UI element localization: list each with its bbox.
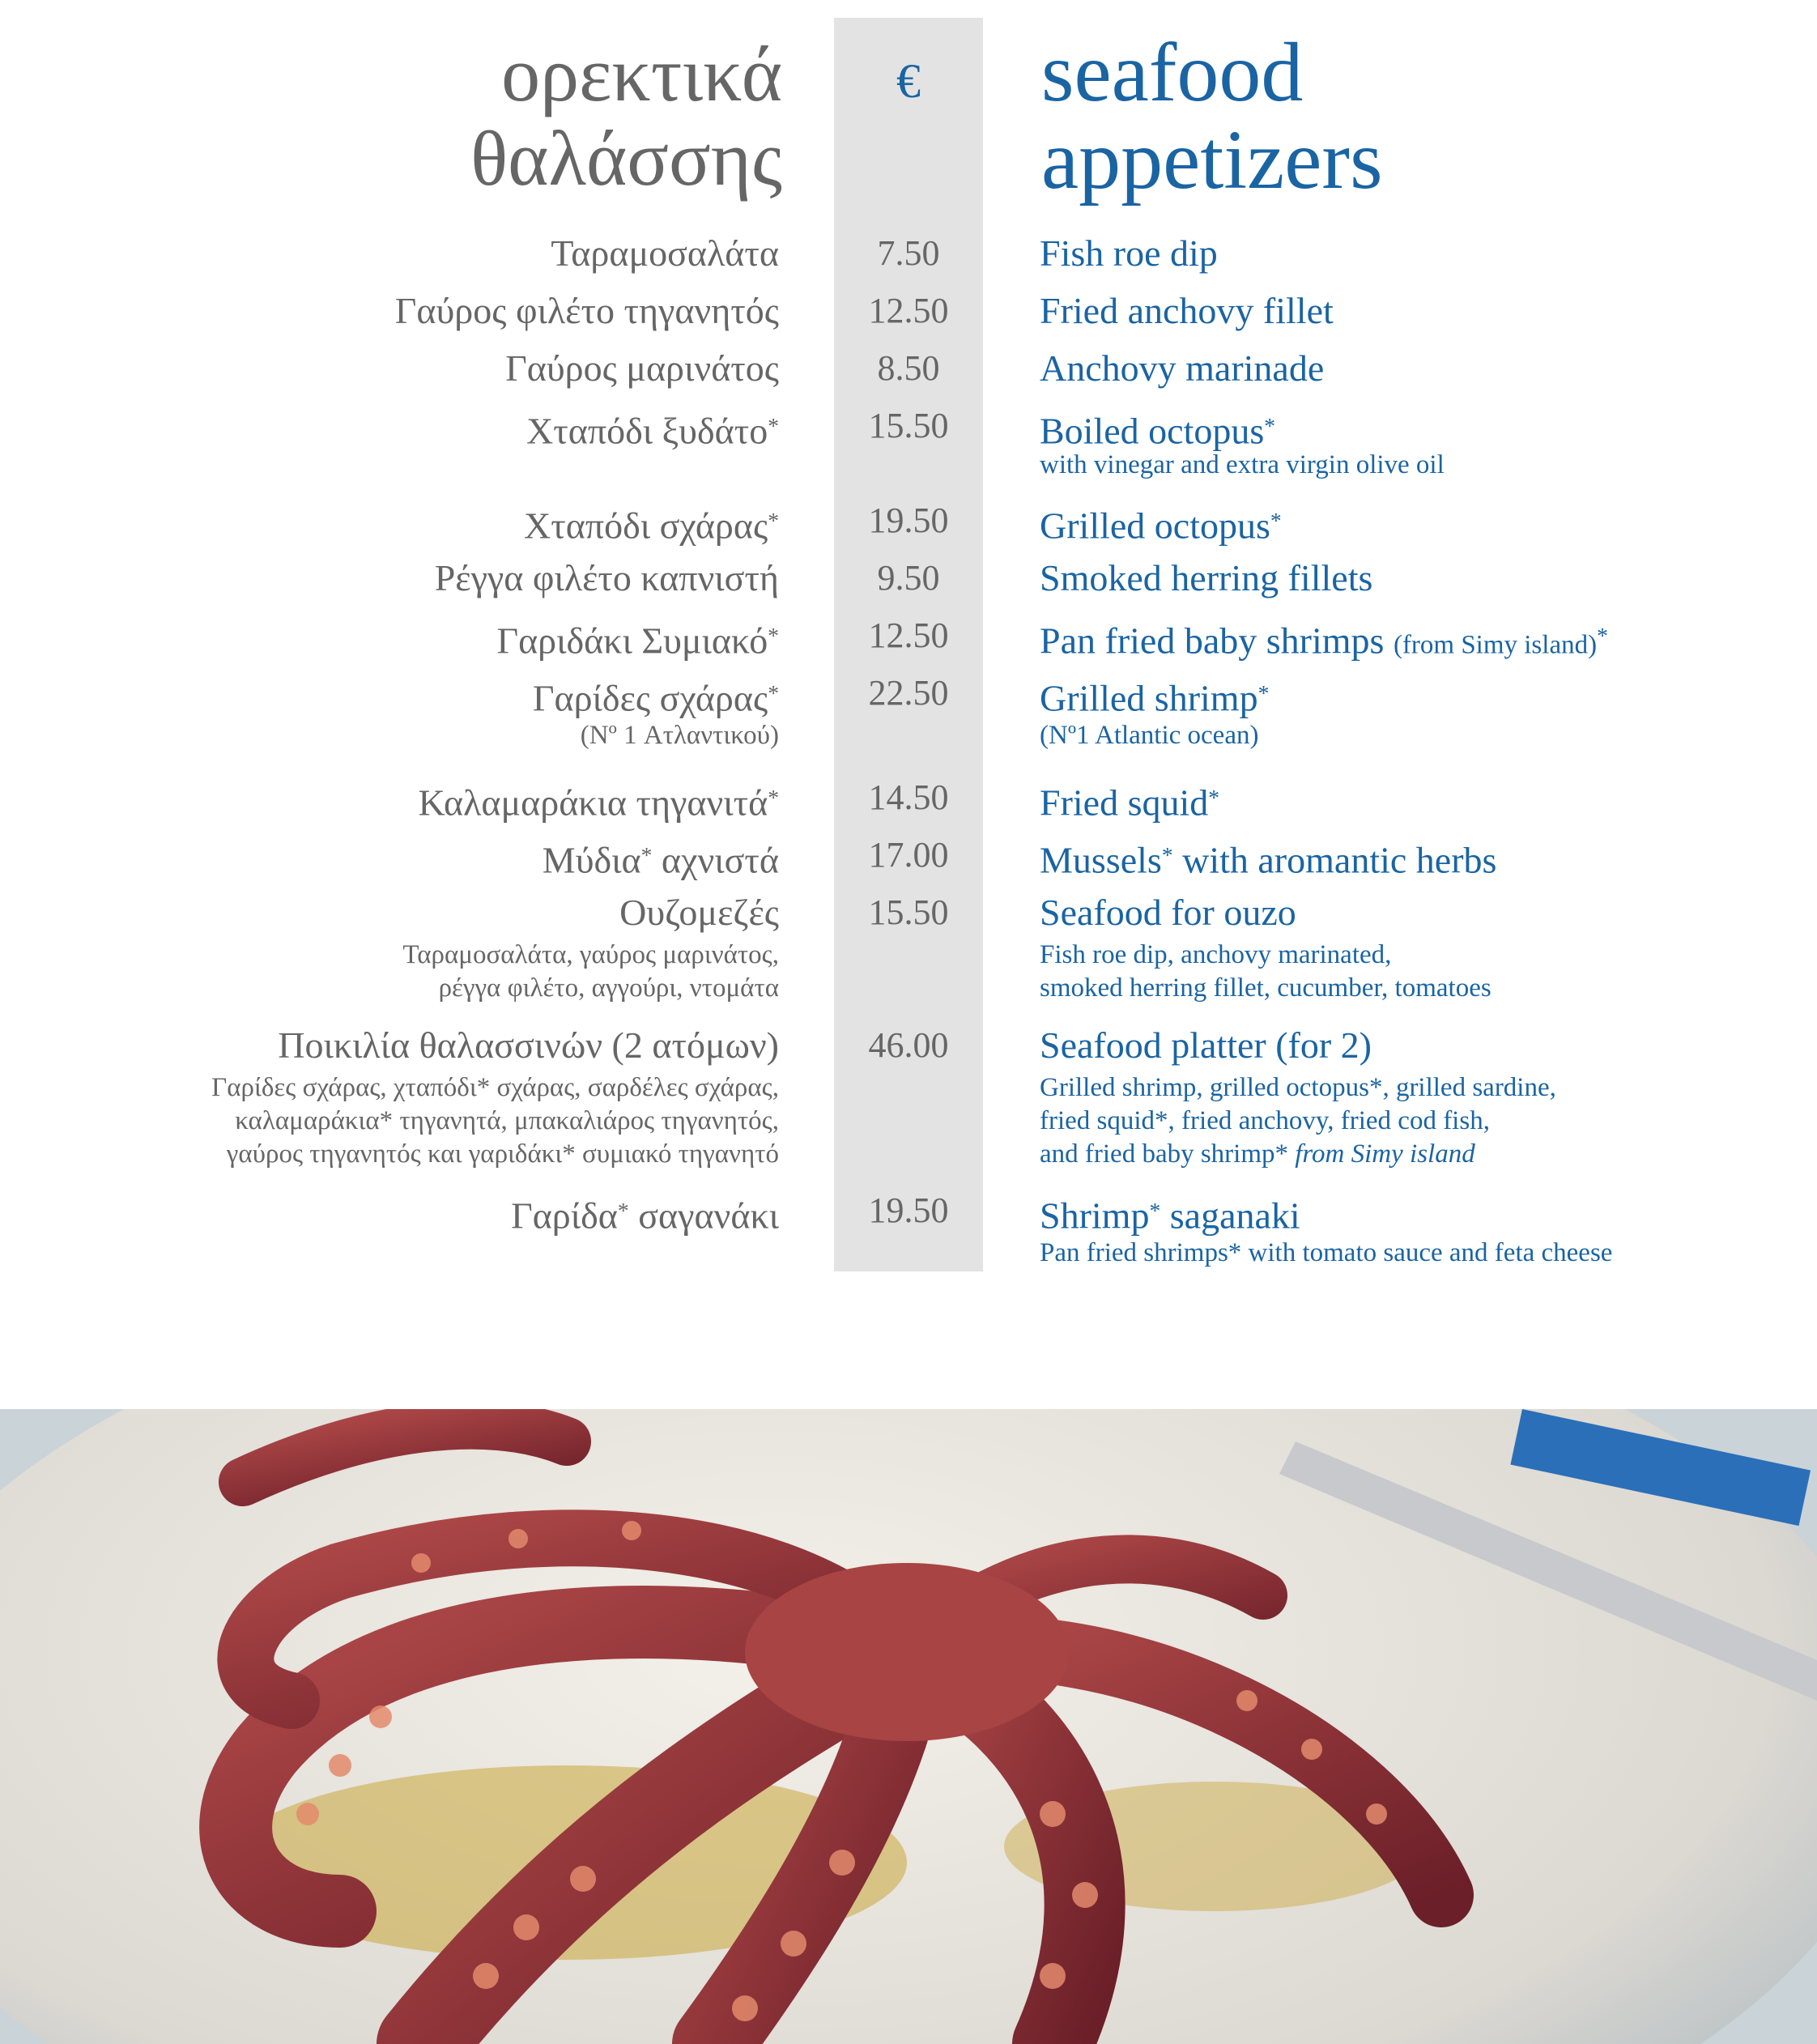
english-item-name: Anchovy marinade — [1040, 347, 1325, 389]
english-heading-line2: appetizers — [1041, 113, 1383, 207]
english-item-text: Grilled shrimp — [1040, 677, 1258, 719]
english-item-text: Pan fried baby shrimps — [1040, 620, 1385, 662]
greek-item-description: (Nº 1 Ατλαντικού) — [580, 721, 779, 750]
english-item-description — [1040, 1071, 1809, 1171]
english-item-text: Mussels — [1040, 839, 1162, 881]
greek-item-name: Ταραμοσαλάτα — [551, 232, 779, 274]
greek-item-text: Γαριδάκι Συμιακό — [496, 620, 768, 662]
asterisk-mark: * — [768, 413, 779, 438]
english-item-name: Fish roe dip — [1040, 232, 1218, 274]
greek-item-name — [0, 669, 779, 722]
currency-heading: € — [896, 54, 921, 108]
greek-item-text: Χταπόδι σχάρας — [524, 505, 768, 547]
english-item-name — [1040, 773, 1809, 827]
english-item-text: Boiled octopus — [1040, 410, 1265, 452]
english-item-name — [1040, 611, 1809, 669]
asterisk-mark: * — [617, 1198, 629, 1223]
item-price: 19.50 — [868, 1190, 949, 1230]
greek-item-description: Ταραμοσαλάτα, γαύρος μαρινάτος, ρέγγα φιλέτο, αγγούρι, ντομάτα — [402, 940, 779, 1003]
asterisk-mark: * — [768, 785, 779, 810]
item-price: 14.50 — [868, 777, 949, 817]
greek-item-name: Γαύρος μαρινάτος — [505, 347, 779, 389]
greek-item-text: Μύδια — [542, 839, 641, 881]
greek-item-name: Ρέγγα φιλέτο καπνιστή — [434, 557, 779, 598]
english-item-name: Fried anchovy fillet — [1040, 290, 1334, 331]
english-item-description-text: Grilled shrimp, grilled octopus*, grilled sardine, fried squid*, fried anchovy, fried cod fish, and fried baby shrimp* — [1040, 1073, 1556, 1169]
english-item-description-italic: from Simy island — [1295, 1139, 1475, 1169]
item-price: 22.50 — [868, 673, 949, 713]
greek-item-description: Γαρίδες σχάρας, χταπόδι* σχάρας, σαρδέλες σχάρας, καλαμαράκια* τηγανητά, μπακαλιάρος τηγανητός, γαύρος τηγανητός και γαριδάκι* συμιακό τηγανητό — [211, 1073, 779, 1169]
english-item-text: Shrimp — [1040, 1194, 1150, 1237]
english-item-text: Fried squid — [1040, 781, 1209, 824]
english-item-name — [1040, 402, 1809, 455]
english-item-text: Grilled octopus — [1040, 505, 1270, 547]
item-price: 9.50 — [877, 558, 940, 598]
asterisk-mark: * — [1161, 842, 1173, 867]
greek-item-name — [0, 496, 779, 550]
asterisk-mark: * — [1257, 680, 1270, 705]
greek-item-text-tail: σαγανάκι — [638, 1194, 779, 1237]
asterisk-mark: * — [1149, 1198, 1161, 1223]
asterisk-mark: * — [768, 508, 779, 533]
english-item-description: Pan fried shrimps* with tomato sauce and feta cheese — [1040, 1238, 1613, 1267]
asterisk-mark: * — [1264, 413, 1276, 438]
item-price: 7.50 — [877, 233, 940, 273]
english-item-name: Seafood for ouzo — [1040, 892, 1296, 933]
greek-item-name — [0, 611, 779, 665]
english-item-name — [1040, 496, 1809, 550]
asterisk-mark: * — [640, 842, 653, 867]
asterisk-mark: * — [1597, 623, 1608, 648]
english-heading-line1: seafood — [1041, 26, 1304, 119]
greek-item-name — [0, 773, 779, 827]
item-price: 12.50 — [868, 615, 949, 655]
greek-heading-line1: ορεκτικά — [501, 31, 782, 117]
asterisk-mark: * — [1208, 785, 1220, 810]
greek-item-name: Γαύρος φιλέτο τηγανητός — [394, 290, 779, 331]
greek-item-name — [0, 831, 779, 884]
english-item-name — [1040, 831, 1809, 884]
english-item-text-tail: with aromantic herbs — [1182, 839, 1497, 881]
english-item-name: Smoked herring fillets — [1040, 557, 1373, 598]
item-price: 46.00 — [868, 1025, 949, 1065]
english-item-description: (Nº1 Atlantic ocean) — [1040, 721, 1259, 750]
greek-item-text: Γαρίδα — [511, 1194, 618, 1237]
greek-heading-line2: θαλάσσης — [470, 115, 782, 202]
greek-item-text-tail: αχνιστά — [661, 839, 779, 881]
octopus-illustration — [0, 1409, 1817, 2044]
greek-item-name — [0, 402, 779, 455]
english-item-note: (from Simy island) — [1393, 630, 1598, 660]
english-item-name — [1040, 1186, 1809, 1240]
greek-heading — [167, 32, 782, 201]
english-heading — [1041, 26, 1770, 207]
item-price: 12.50 — [868, 291, 949, 330]
asterisk-mark: * — [768, 623, 779, 648]
item-price: 19.50 — [868, 500, 949, 540]
greek-item-name: Ουζομεζές — [619, 892, 779, 933]
english-item-text-tail: saganaki — [1169, 1194, 1300, 1237]
greek-item-text: Καλαμαράκια τηγανιτά — [418, 781, 768, 824]
item-price: 15.50 — [868, 406, 949, 445]
asterisk-mark: * — [1270, 508, 1282, 533]
item-price: 15.50 — [868, 892, 949, 932]
english-item-name: Seafood platter (for 2) — [1040, 1024, 1372, 1066]
english-item-description: with vinegar and extra virgin olive oil — [1040, 450, 1445, 479]
greek-item-name: Ποικιλία θαλασσινών (2 ατόμων) — [278, 1024, 779, 1066]
asterisk-mark: * — [768, 680, 779, 705]
item-price: 17.00 — [868, 835, 949, 875]
grilled-octopus-photo — [0, 1409, 1817, 2044]
greek-item-text: Χταπόδι ξυδάτο — [526, 410, 768, 452]
octopus-body — [745, 1563, 1069, 1741]
english-item-name — [1040, 669, 1809, 722]
item-price: 8.50 — [877, 348, 940, 388]
english-item-description: Fish roe dip, anchovy marinated, smoked herring fillet, cucumber, tomatoes — [1040, 940, 1491, 1003]
greek-item-name — [0, 1186, 779, 1240]
greek-item-text: Γαρίδες σχάρας — [532, 677, 768, 719]
